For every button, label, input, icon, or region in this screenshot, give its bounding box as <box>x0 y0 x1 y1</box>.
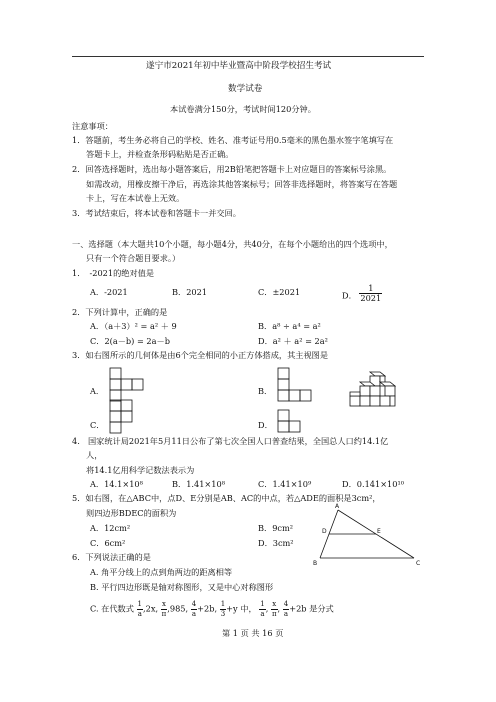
q3-view-b-figure <box>276 366 324 402</box>
q5-option-b: B．9cm² <box>258 523 294 533</box>
exam-info: 本试卷满分150分，考试时间120分钟。 <box>170 104 316 114</box>
q1-fraction <box>359 284 382 303</box>
notice-item-2a: 2．回答选择题时，选出每小题答案后，用2B铅笔把答题卡上对应题目的答案标号涂黑。 <box>72 164 392 174</box>
q3-view-a-figure <box>108 366 156 402</box>
q5-option-d: D．3cm² <box>258 538 294 548</box>
q4-option-c: C．1.41×10⁹ <box>258 479 312 489</box>
q5-label-a: A <box>335 503 340 510</box>
q5-stem-a: 5．如右图，在△ABC中，点D、E分别是AB、AC的中点，若△ADE的面积是3cm²， <box>72 493 381 503</box>
exam-title: 遂宁市2021年初中毕业暨高中阶段学校招生考试 <box>146 61 332 71</box>
q2-option-a: A．（a＋3）² = a² ＋ 9 <box>90 321 177 331</box>
q6-option-c: C. 在代数式 $\frac{1}{a}$ ,2x, $\frac{x}{\pi}$ ,985, $\frac{4}{a}$ +2b, $\frac{1}{3}$ +y 中， $\frac{1}{a}$ , $\frac{x}{\pi}$ , $\frac{4}{a}$ +2b 是分式 <box>90 600 334 618</box>
q5-stem-b: 则四边形BDEC的面积为 <box>86 508 177 518</box>
q6-c-prefix: C. 在代数式 <box>90 603 134 614</box>
q3-option-c: C． <box>90 420 105 430</box>
notice-heading: 注意事项： <box>72 121 113 131</box>
q1-option-d <box>342 283 382 306</box>
q1-option-b: B．2021 <box>172 287 208 297</box>
q3-view-c-figure <box>108 398 138 434</box>
q6-c-middle: 中， <box>240 603 257 614</box>
q1-option-a: A．-2021 <box>90 287 128 297</box>
q5-label-b: B <box>313 560 318 566</box>
exam-subject: 数学试卷 <box>228 84 263 94</box>
q4-stem-a: 4. 国家统计局2021年5月11日公布了第七次全国人口普查结果，全国总人口约14.1亿 <box>72 436 389 446</box>
q3-option-a: A． <box>90 386 105 396</box>
notice-item-1b: 答题卡上，并检查条形码粘贴是否正确。 <box>86 149 234 159</box>
q6-frac-1: $\frac{1}{a}$ <box>260 600 265 618</box>
q6-c-suffix: 是分式 <box>309 603 334 614</box>
top-rule <box>72 56 424 57</box>
q1-option-d-label: D． <box>342 290 357 301</box>
q5-label-e: E <box>377 528 381 535</box>
q5-option-a: A．12cm² <box>90 523 131 533</box>
notice-item-2b: 如需改动，用橡皮擦干净后，再选涂其他答案标号；回答非选择题时，将答案写在答题 <box>86 179 398 189</box>
page-footer: 第 1 页 共 16 页 <box>222 628 284 638</box>
q6-expr-3: $\frac{4}{a}$ <box>191 600 197 618</box>
q5-label-c: C <box>416 560 421 566</box>
q4-option-b: B．1.41×10⁸ <box>172 479 225 489</box>
q4-stem-c: 将14.1亿用科学记数法表示为 <box>86 465 195 475</box>
q3-option-d: D． <box>258 420 273 430</box>
q1-fraction-denominator: 2021 <box>360 293 382 303</box>
q6-frac-3: $\frac{4}{a}$ <box>283 600 289 618</box>
q2-stem: 2．下列计算中，正确的是 <box>72 307 168 317</box>
q2-option-b: B．a⁸ ÷ a⁴ = a² <box>258 321 321 331</box>
q1-option-c: C．±2021 <box>258 287 301 297</box>
q4-stem-b: 人， <box>86 450 103 460</box>
q2-option-c: C．2(a－b) = 2a－b <box>90 336 170 346</box>
q3-view-d-figure <box>276 408 306 436</box>
notice-item-3: 3．考试结束后，将本试卷和答题卡一并交回。 <box>72 208 241 218</box>
q6-expr-1: $\frac{1}{a}$ <box>137 600 143 618</box>
q4-option-a: A．14.1×10⁸ <box>90 479 143 489</box>
notice-item-1a: 1．答题前，考生务必将自己的学校、姓名、准考证号用0.5毫米的黑色墨水签字笔填写在 <box>72 135 394 145</box>
q3-stem: 3．如右图所示的几何体是由6个完全相同的小正方体搭成，其主视图是 <box>72 350 329 360</box>
q3-option-b: B． <box>258 386 273 396</box>
q3-solid-figure <box>346 370 400 414</box>
q6-expr-2: $\frac{x}{\pi}$ <box>161 600 167 618</box>
q5-option-c: C．6cm² <box>90 538 126 548</box>
q4-option-d: D．0.141×10¹⁰ <box>342 479 405 489</box>
q1-stem: 1． -2021的绝对值是 <box>72 268 155 278</box>
q5-triangle-figure <box>310 502 430 566</box>
q6-option-a: A. 角平分线上的点到角两边的距离相等 <box>90 567 233 577</box>
q6-expr-4: $\frac{1}{3}$ <box>220 600 226 618</box>
section1-line1: 一、选择题（本大题共10个小题，每小题4分，共40分，在每个小题给出的四个选项中， <box>72 239 393 249</box>
notice-item-2c: 卡上，写在本试卷上无效。 <box>86 193 185 203</box>
q5-label-d: D <box>322 528 327 535</box>
q1-fraction-numerator: 1 <box>359 284 382 294</box>
q6-option-b: B. 平行四边形既是轴对称图形，又是中心对称图形 <box>90 582 274 592</box>
q6-frac-2: $\frac{x}{\pi}$ <box>271 600 277 618</box>
q2-option-d: D．a² ＋ a² = 2a² <box>258 336 328 346</box>
q6-stem: 6．下列说法正确的是 <box>72 552 151 562</box>
section1-line2: 只有一个符合题目要求。） <box>86 253 181 263</box>
